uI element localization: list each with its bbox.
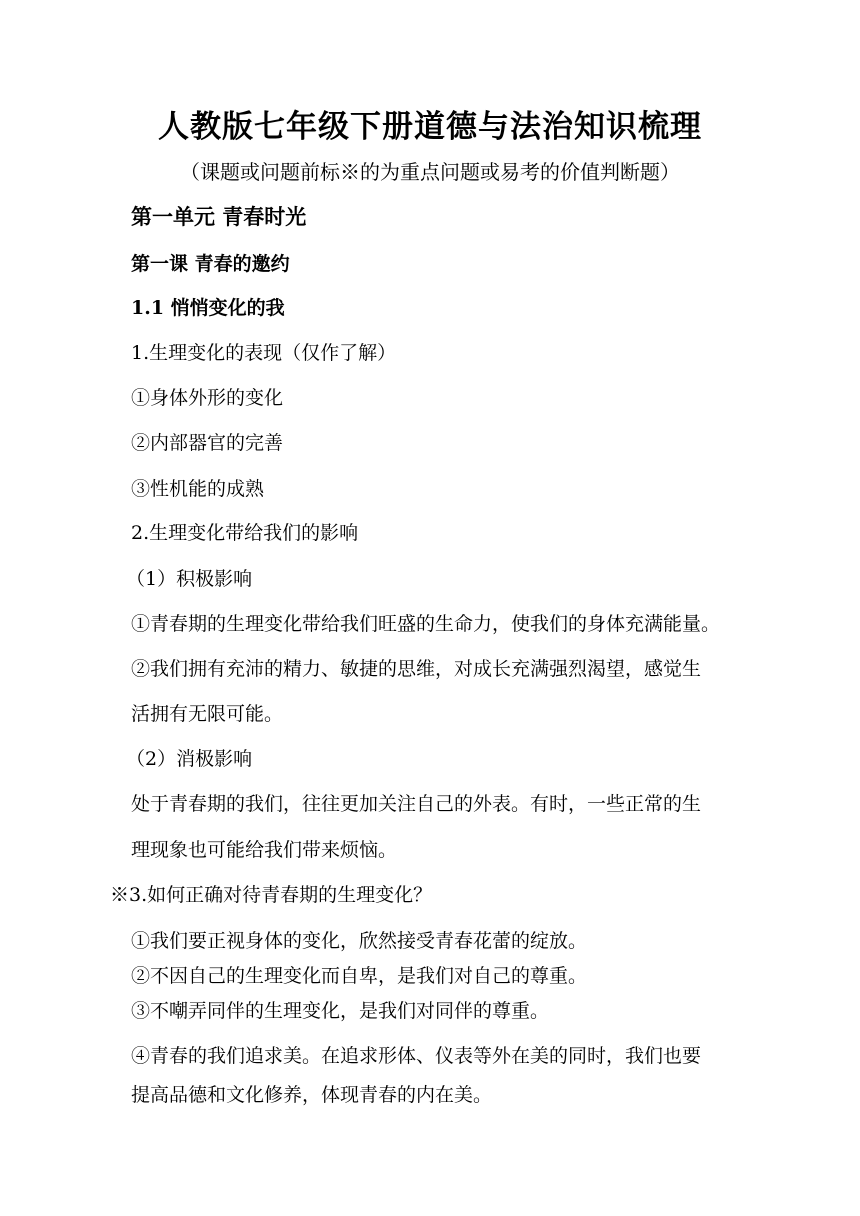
list-item: ②我们拥有充沛的精力、敏捷的思维，对成长充满强烈渴望，感觉生 [131,658,702,680]
paragraph-continuation: 理现象也可能给我们带来烦恼。 [131,839,398,861]
sub-heading: （2）消极影响 [126,748,253,770]
lesson-heading: 第一课 青春的邀约 [131,253,290,275]
list-item: ③性机能的成熟 [131,478,265,500]
question-heading: 1.生理变化的表现（仅作了解） [131,342,397,364]
document-title: 人教版七年级下册道德与法治知识梳理 [158,109,702,145]
paragraph: 处于青春期的我们，往往更加关注自己的外表。有时，一些正常的生 [131,793,702,815]
list-item: ①青春期的生理变化带给我们旺盛的生命力，使我们的身体充满能量。 [131,613,721,635]
document-subtitle: （课题或问题前标※的为重点问题或易考的价值判断题） [180,160,680,184]
list-item: ②不因自己的生理变化而自卑，是我们对自己的尊重。 [131,965,588,987]
list-item-continuation: 提高品德和文化修养，体现青春的内在美。 [131,1084,493,1106]
list-item: ①身体外形的变化 [131,387,284,409]
list-item: ④青春的我们追求美。在追求形体、仪表等外在美的同时，我们也要 [131,1045,702,1067]
list-item: ①我们要正视身体的变化，欣然接受青春花蕾的绽放。 [131,930,588,952]
sub-heading: （1）积极影响 [126,568,253,590]
section-heading: 1.1 悄悄变化的我 [131,297,285,319]
list-item-continuation: 活拥有无限可能。 [131,703,284,725]
question-heading: 2.生理变化带给我们的影响 [131,522,359,544]
unit-heading: 第一单元 青春时光 [131,204,307,229]
key-question-heading: ※3.如何正确对待青春期的生理变化？ [110,884,433,906]
list-item: ③不嘲弄同伴的生理变化，是我们对同伴的尊重。 [131,1000,550,1022]
list-item: ②内部器官的完善 [131,432,284,454]
